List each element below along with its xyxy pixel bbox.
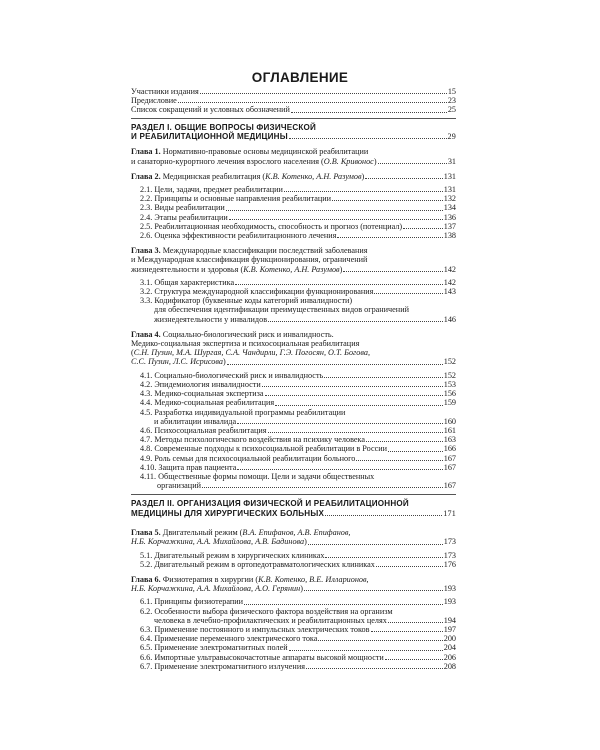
list-item-text: 6.1. Принципы физиотерапии — [140, 597, 244, 607]
chapter-6-label: Глава 6. — [131, 574, 161, 584]
list-item-page: 142 — [443, 277, 456, 287]
list-item-text: 6.4. Применение переменного электрического тока — [140, 634, 318, 644]
chapter-2-page: 131 — [443, 171, 456, 181]
chapter-6-items-2 — [131, 625, 456, 671]
chapter-5-authors-cont: Н.Б. Корчажкина, А.А. Михайлова, А.В. Бадинова — [131, 537, 305, 547]
list-item-text: 4.2. Эпидемиология инвалидности — [140, 379, 261, 389]
list-item — [131, 597, 456, 606]
chapter-4-authors-cont: С.С. Пузин, Л.С. Исрисова — [131, 357, 223, 367]
list-item-page: 137 — [443, 221, 456, 231]
list-item-page: 200 — [443, 634, 456, 644]
chapter-5-title: Двигательный режим ( — [160, 528, 243, 538]
chapter-4-items — [131, 371, 456, 408]
list-item — [131, 222, 456, 231]
chapter-1-authors: О.В. Кривонос — [323, 156, 374, 166]
chapter-6-page: 193 — [443, 584, 456, 594]
list-item-text: 3.2. Структура международной классификации функционирования — [140, 287, 374, 297]
section-2-line2: МЕДИЦИНЫ ДЛЯ ХИРУРГИЧЕСКИХ БОЛЬНЫХ — [131, 508, 325, 518]
section-1-line2: И РЕАБИЛИТАЦИОННОЙ МЕДИЦИНЫ — [131, 132, 288, 142]
chapter-6-authors: К.В. Котенко, В.Е. Илларионов, — [258, 574, 369, 584]
chapter-1-title: Нормативно-правовые основы медицинской реабилитации — [160, 147, 369, 157]
list-item — [131, 105, 456, 114]
chapter-5-page: 173 — [443, 537, 456, 547]
chapter-3-title-cont: и Международная классификация функционирования, ограничений — [131, 255, 368, 265]
chapter-1-title-cont: и санаторно-курортного лечения взрослого населения ( — [131, 156, 324, 166]
list-item — [131, 231, 456, 240]
list-item — [131, 454, 456, 463]
list-item-text: 6.6. Импортные ультравысокочастотные аппараты высокой мощности — [140, 652, 384, 662]
list-item-page: 132 — [443, 194, 456, 204]
list-item-text: 5.2. Двигательный режим в ортопедотравматологических клиниках — [140, 559, 375, 569]
chapter-3-label: Глава 3. — [131, 246, 161, 256]
list-item — [131, 371, 456, 380]
chapter-4-items-2 — [131, 426, 456, 472]
list-item — [131, 389, 456, 398]
list-item — [131, 435, 456, 444]
chapter-5: Глава 5. Двигательный режим (В.А. Епифанов, А.В. Епифанов, Н.Б. Корчажкина, А.А. Михайлова, А.В. Бадинова) 173 5.1. Двигательный режим в хирургических клиниках 173 5.2. Двигательный режим в ортопедотравматологических клиниках 176 — [131, 528, 456, 569]
list-item-text: 5.1. Двигательный режим в хирургических клиниках — [140, 550, 325, 560]
section-1-page: 29 — [447, 132, 456, 142]
list-item-page: 166 — [443, 444, 456, 454]
chapter-4-page: 152 — [443, 357, 456, 367]
section-1-heading — [131, 123, 456, 142]
chapter-3-items — [131, 278, 456, 296]
list-item-page: 143 — [443, 287, 456, 297]
list-item — [131, 185, 456, 194]
chapter-2-label: Глава 2. — [131, 171, 161, 181]
list-item-page: 23 — [447, 96, 456, 106]
chapter-1: Глава 1. Нормативно-правовые основы медицинской реабилитации и санаторно-курортного лечения взрослого населения (О.В. Кривонос) 31 — [131, 147, 456, 166]
list-item-page: 156 — [443, 389, 456, 399]
chapter-6-authors-cont: Н.Б. Корчажкина, А.А. Михайлова, А.О. Герянин — [131, 584, 301, 594]
list-item — [131, 653, 456, 662]
list-item-page: 163 — [443, 435, 456, 445]
section-2-heading — [131, 499, 456, 518]
list-item — [131, 634, 456, 643]
list-item — [131, 213, 456, 222]
chapter-2-authors: К.В. Котенко, А.Н. Разумов — [265, 171, 362, 181]
list-item — [131, 398, 456, 407]
table-of-contents — [131, 87, 456, 671]
chapter-3-page: 142 — [443, 264, 456, 274]
chapter-2-title: Медицинская реабилитация ( — [160, 171, 266, 181]
section-1-line1: РАЗДЕЛ I. ОБЩИЕ ВОПРОСЫ ФИЗИЧЕСКОЙ — [131, 122, 317, 132]
list-item-text: 4.7. Методы психологического воздействия на психику человека — [140, 435, 366, 445]
page-title: ОГЛАВЛЕНИЕ — [251, 70, 349, 85]
list-item: 3.3. Кодификатор (буквенные коды категорий инвалидности) для обеспечения идентификации преимущественных видов ограничений жизнедеятельности у инвалидов 146 — [140, 296, 456, 324]
list-item-text: 2.6. Оценка эффективности реабилитационного лечения — [140, 231, 337, 241]
list-item-text: 2.5. Реабилитационная необходимость, способность и прогноз (потенциал) — [140, 221, 403, 231]
chapter-3-authors: К.В. Котенко, А.Н. Разумов — [243, 264, 340, 274]
chapter-3-title: Международные классификации последствий заболевания — [160, 246, 368, 256]
list-item-text: 6.7. Применение электромагнитного излучения — [140, 661, 305, 671]
list-item-page: 134 — [443, 203, 456, 213]
list-item-text: 4.9. Роль семьи для психосоциальной реабилитации больного — [140, 453, 356, 463]
list-item — [131, 287, 456, 296]
list-item: 6.2. Особенности выбора физического фактора воздействия на организм человека в лечебно-профилактических и реабилитационных целях 194 — [140, 606, 456, 625]
list-item-page: 153 — [443, 379, 456, 389]
chapter-6-title: Физиотерапия в хирургии ( — [160, 574, 259, 584]
list-item-page: 167 — [443, 462, 456, 472]
list-item-page: 176 — [443, 559, 456, 569]
list-item — [131, 662, 456, 671]
list-item: 4.11. Общественные формы помощи. Цели и задачи общественных организаций 167 — [140, 471, 456, 491]
chapter-4-title-cont: Медико-социальная экспертиза и психосоциальная реабилитация — [131, 339, 360, 349]
chapter-4: Глава 4. Социально-биологический риск и инвалидность. Медико-социальная экспертиза и психосоциальная реабилитация (С.Н. Пузин, М.А. Шургая, С.А. Чандирли, Г.Э. Погосян, О.Т. Богова, С.С. Пузин, Л.С. Исрисова) 152 4.1. Социально-биологический риск и инвалидность 152 4.2. Эпидемиология инвалидности 153 4.3. Медико-социальная экспертиза 156 4.4. Медико-социальная реабилитация 159 4.5. Разработка индивидуальной программы реабилитации и абилитации инвалида 160 4.6. Психосоциальная реабилитация 161 4.7. Методы психологического воздействия на психику человека 163 4.8. Современные подходы к психосоциальной реабилитации в России 166 4.9. Роль семьи для психосоциальной реабилитации больного 167 4.10. Защита прав пациента 167 4.11. Общественные формы помощи. Цели и задачи общественных организаций 167 — [131, 329, 456, 491]
chapter-6-items — [131, 597, 456, 606]
list-item — [131, 463, 456, 472]
list-item — [131, 426, 456, 435]
list-item-page: 173 — [443, 550, 456, 560]
chapter-1-page: 31 — [447, 156, 456, 166]
chapter-2: Глава 2. Медицинская реабилитация (К.В. Котенко, А.Н. Разумов) 131 2.1. Цели, задачи, предмет реабилитации 131 2.2. Принципы и основные направления реабилитации 132 2.3. Виды реабилитации 134 2.4. Этапы реабилитации 136 2.5. Реабилитационная необходимость, способность и прогноз (потенциал) 137 2.6. Оценка эффективности реабилитационного лечения 138 — [131, 171, 456, 241]
list-item-page: 15 — [447, 87, 456, 96]
chapter-6: Глава 6. Физиотерапия в хирургии (К.В. Котенко, В.Е. Илларионов, Н.Б. Корчажкина, А.А. Михайлова, А.О. Герянин) 193 6.1. Принципы физиотерапии 193 6.2. Особенности выбора физического фактора воздействия на организм человека в лечебно-профилактических и реабилитационных целях 194 6.3. Применение постоянного и импульсных электрических токов 197 6.4. Применение переменного электрического тока 200 6.5. Применение электромагнитных полей 204 6.6. Импортные ультравысокочастотные аппараты высокой мощности 206 6.7. Применение электромагнитного излучения 208 — [131, 574, 456, 671]
list-item — [131, 643, 456, 652]
list-item-page: 159 — [443, 398, 456, 408]
list-item-page: 204 — [443, 643, 456, 653]
list-item — [131, 444, 456, 453]
list-item-page: 152 — [443, 370, 456, 380]
list-item-text: 2.1. Цели, задачи, предмет реабилитации — [140, 185, 283, 195]
chapter-4-title: Социально-биологический риск и инвалидность. — [160, 329, 334, 339]
list-item-page: 197 — [443, 624, 456, 634]
list-item-page: 193 — [443, 597, 456, 607]
chapter-5-label: Глава 5. — [131, 528, 161, 538]
list-item-text: 4.10. Защита прав пациента — [140, 462, 237, 472]
divider — [131, 494, 456, 495]
list-item — [131, 560, 456, 569]
chapter-5-authors: В.А. Епифанов, А.В. Епифанов, — [242, 528, 351, 538]
list-item-text: 3.1. Общая характеристика — [140, 277, 235, 287]
chapter-3-title-cont2: жизнедеятельности и здоровья ( — [131, 264, 244, 274]
chapter-4-authors: С.Н. Пузин, М.А. Шургая, С.А. Чандирли, Г.Э. Погосян, О.Т. Богова, — [133, 348, 370, 358]
list-item — [131, 278, 456, 287]
list-item-text: 2.4. Этапы реабилитации — [140, 212, 228, 222]
list-item-page: 138 — [443, 231, 456, 241]
list-item-text: Участники издания — [131, 87, 199, 96]
list-item-text: 4.6. Психосоциальная реабилитация — [140, 425, 267, 435]
list-item-page: 167 — [443, 453, 456, 463]
front-matter — [131, 87, 456, 115]
list-item — [131, 87, 456, 96]
section-2-line1: РАЗДЕЛ II. ОРГАНИЗАЦИЯ ФИЗИЧЕСКОЙ И РЕАБИЛИТАЦИОННОЙ — [131, 499, 409, 509]
list-item-text: 4.8. Современные подходы к психосоциальной реабилитации в России — [140, 444, 387, 454]
list-item-page: 161 — [443, 425, 456, 435]
list-item-text: 2.3. Виды реабилитации — [140, 203, 225, 213]
list-item-page: 206 — [443, 652, 456, 662]
list-item — [131, 625, 456, 634]
list-item — [131, 194, 456, 203]
list-item-text: 4.1. Социально-биологический риск и инвалидность — [140, 370, 324, 380]
list-item-text: 6.3. Применение постоянного и импульсных электрических токов — [140, 624, 370, 634]
list-item-text: Список сокращений и условных обозначений — [131, 105, 290, 115]
chapter-2-items — [131, 185, 456, 240]
list-item-text: 6.5. Применение электромагнитных полей — [140, 643, 288, 653]
list-item-text: 2.2. Принципы и основные направления реабилитации — [140, 194, 332, 204]
chapter-4-label: Глава 4. — [131, 329, 161, 339]
chapter-5-items — [131, 551, 456, 569]
list-item — [131, 203, 456, 212]
list-item: 4.5. Разработка индивидуальной программы реабилитации и абилитации инвалида 160 — [140, 407, 456, 426]
section-2-page: 171 — [443, 508, 456, 518]
list-item-page: 25 — [447, 105, 456, 115]
list-item-page: 208 — [443, 661, 456, 671]
chapter-3: Глава 3. Международные классификации последствий заболевания и Международная классификация функционирования, ограничений жизнедеятельности и здоровья (К.В. Котенко, А.Н. Разумов) 142 3.1. Общая характеристика 142 3.2. Структура международной классификации функционирования 143 3.3. Кодификатор (буквенные коды категорий инвалидности) для обеспечения идентификации преимущественных видов ограничений жизнедеятельности у инвалидов 146 — [131, 246, 456, 324]
list-item-page: 131 — [443, 185, 456, 195]
list-item — [131, 380, 456, 389]
list-item — [131, 551, 456, 560]
list-item-page: 136 — [443, 212, 456, 222]
list-item-text: 4.4. Медико-социальная реабилитация — [140, 398, 275, 408]
chapter-1-label: Глава 1. — [131, 147, 161, 157]
list-item-text: 4.3. Медико-социальная экспертиза — [140, 389, 264, 399]
divider — [131, 118, 456, 119]
list-item-text: Предисловие — [131, 96, 177, 106]
list-item — [131, 96, 456, 105]
